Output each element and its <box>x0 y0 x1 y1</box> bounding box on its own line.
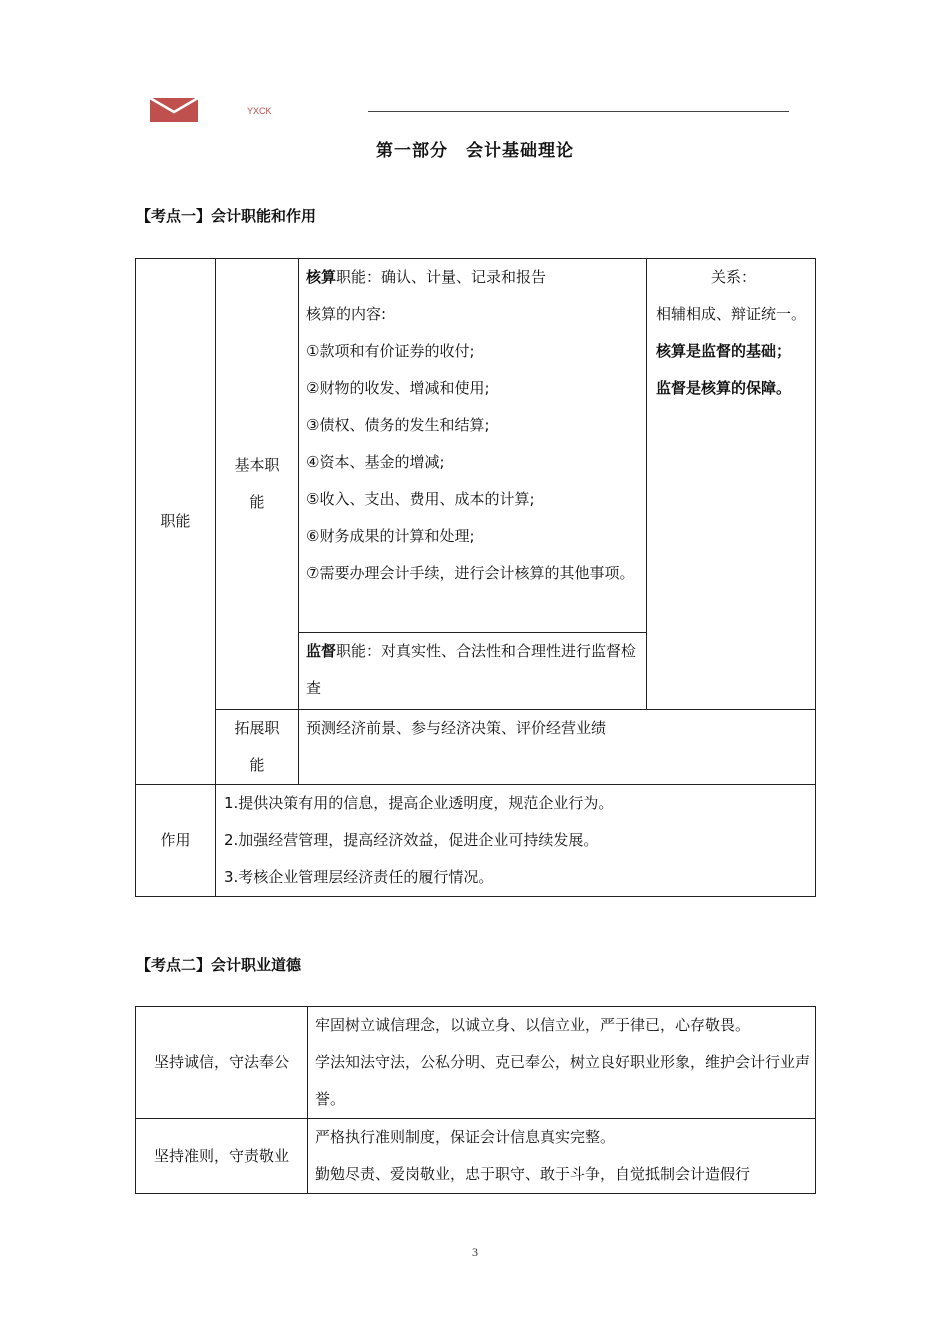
supervision-function-cell <box>299 633 647 710</box>
list-item: 学法知法守法，公私分明、克已奉公，树立良好职业形象，维护会计行业声誉。 <box>315 1053 811 1108</box>
ethics-table <box>135 1006 816 1194</box>
accounting-function-cell <box>299 259 647 633</box>
ethics-row-content <box>308 1007 816 1119</box>
section-title-1: 【考点一】会计职能和作用 <box>136 207 317 225</box>
logo-icon <box>150 98 198 122</box>
relation-title: 关系： <box>710 268 756 286</box>
table-row <box>136 1119 816 1194</box>
function-label: 职能 <box>136 259 216 785</box>
logo-text: YXCK <box>247 106 272 116</box>
list-item: 牢固树立诚信理念，以诚立身、以信立业，严于律已，心存敬畏。 <box>315 1016 751 1034</box>
relation-cell <box>647 259 816 710</box>
list-item: ⑤收入、支出、费用、成本的计算; <box>306 490 535 508</box>
table-row <box>136 259 816 633</box>
table-row <box>136 785 816 897</box>
accounting-function-table <box>135 258 816 897</box>
list-item: 严格执行准则制度，保证会计信息真实完整。 <box>315 1128 616 1146</box>
relation-line: 相辅相成、辩证统一。 <box>656 305 807 323</box>
ethics-row-label: 坚持诚信，守法奉公 <box>136 1007 308 1119</box>
supervision-text: 职能：对真实性、合法性和合理性进行监督检查 <box>306 642 637 697</box>
table-row <box>136 1007 816 1119</box>
accounting-title: 核算职能：确认、计量、记录和报告 <box>306 268 547 286</box>
role-label: 作用 <box>136 785 216 897</box>
list-item: ②财物的收发、增减和使用; <box>306 379 490 397</box>
extension-function-content: 预测经济前景、参与经济决策、评价经营业绩 <box>299 710 816 785</box>
ethics-row-label: 坚持准则，守责敬业 <box>136 1119 308 1194</box>
accounting-content-title: 核算的内容: <box>306 305 387 323</box>
list-item: ⑦需要办理会计手续，进行会计核算的其他事项。 <box>306 564 635 582</box>
basic-function-label: 基本职能 <box>216 259 299 710</box>
extension-function-label: 拓展职能 <box>216 710 299 785</box>
supervision-keyword: 监督 <box>306 642 337 660</box>
table-row <box>136 710 816 785</box>
list-item: ⑥财务成果的计算和处理; <box>306 527 475 545</box>
list-item: ④资本、基金的增减; <box>306 453 445 471</box>
list-item: ①款项和有价证券的收付; <box>306 342 475 360</box>
ethics-row-content <box>308 1119 816 1194</box>
list-item: 勤勉尽责、爱岗敬业，忠于职守、敢于斗争，自觉抵制会计造假行 <box>315 1165 751 1183</box>
list-item: 2.加强经营管理，提高经济效益，促进企业可持续发展。 <box>224 831 599 849</box>
section-title-2: 【考点二】会计职业道德 <box>136 956 302 974</box>
list-item: 1.提供决策有用的信息，提高企业透明度，规范企业行为。 <box>224 794 614 812</box>
relation-line: 监督是核算的保障。 <box>656 379 792 397</box>
relation-line: 核算是监督的基础； <box>656 342 792 360</box>
page-number: 3 <box>472 1245 478 1259</box>
role-content <box>216 785 816 897</box>
part-title: 第一部分 会计基础理论 <box>376 141 574 161</box>
list-item: ③债权、债务的发生和结算; <box>306 416 490 434</box>
list-item: 3.考核企业管理层经济责任的履行情况。 <box>224 868 494 886</box>
header-rule <box>368 111 789 112</box>
